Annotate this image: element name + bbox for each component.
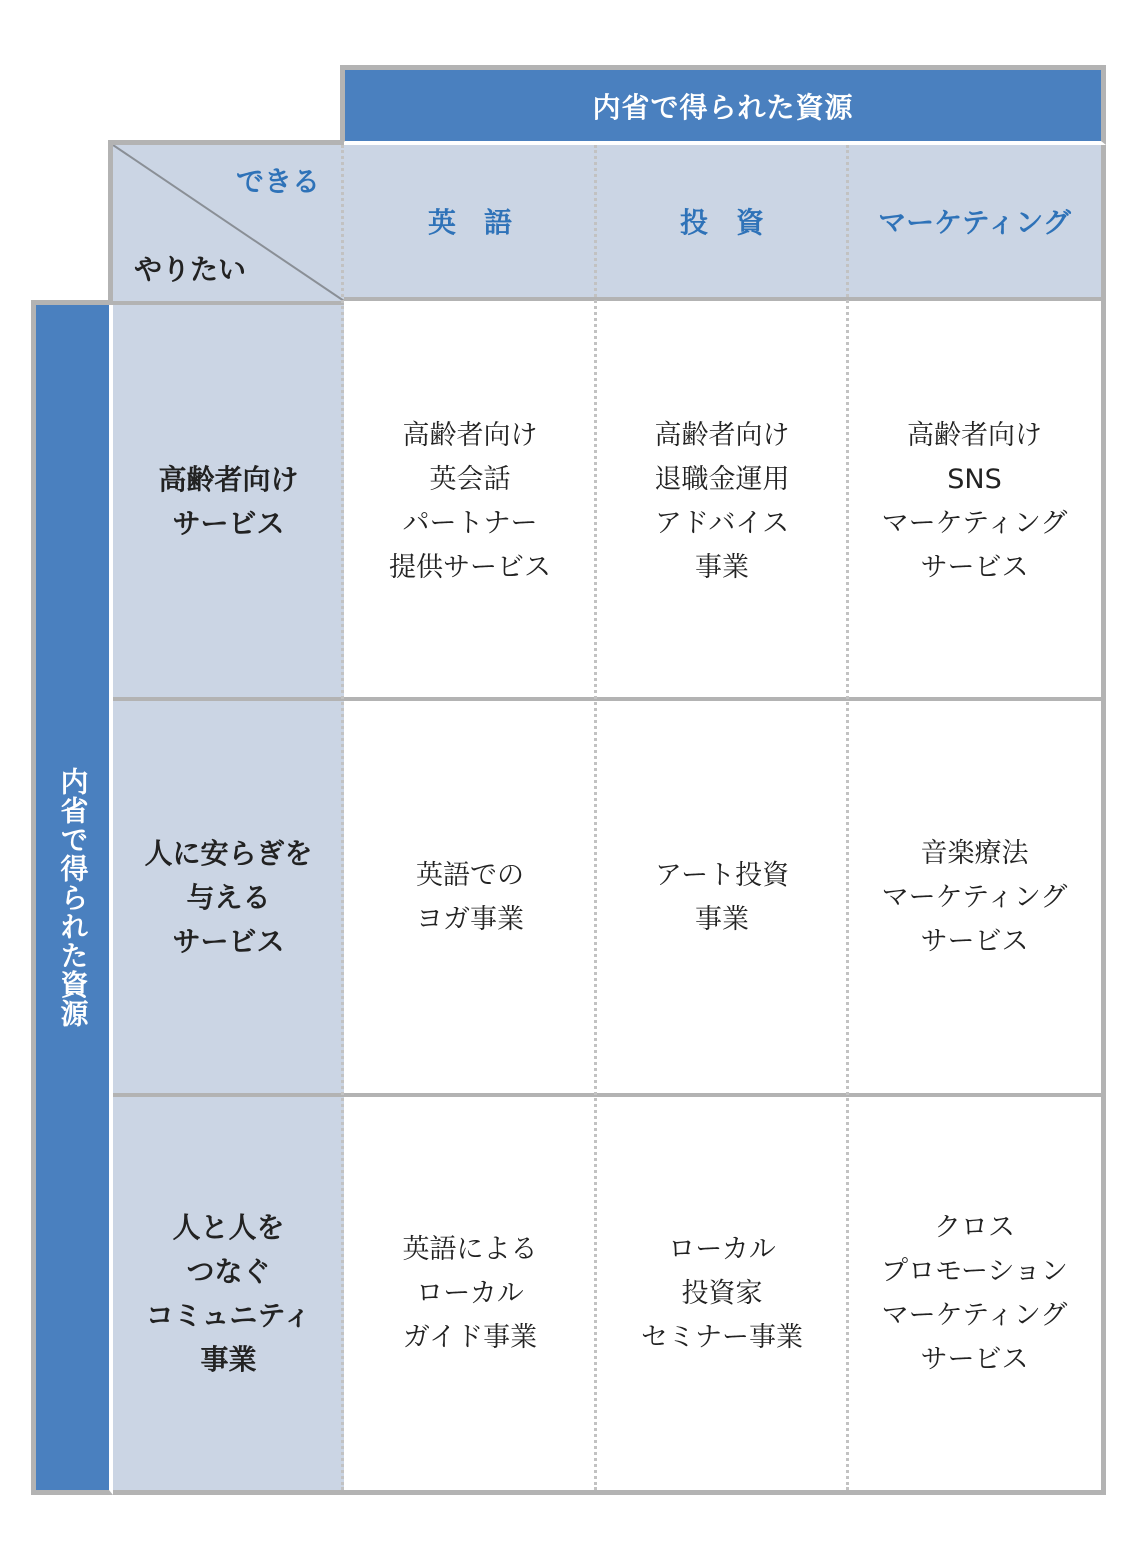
matrix-cell — [848, 305, 1101, 698]
column-header-english: 英 語 — [344, 145, 596, 301]
cell-line: 提供サービス — [389, 551, 551, 583]
cell-line: 高齢者向け — [654, 419, 790, 451]
column-header-marketing: マーケティング — [848, 145, 1101, 301]
row-header-line: コミュニティ — [145, 1298, 312, 1332]
cell-line: マーケティング — [881, 507, 1068, 539]
cell-line: プロモーション — [881, 1255, 1068, 1287]
matrix-cell — [848, 701, 1101, 1094]
corner-label-can: できる — [235, 165, 320, 198]
cell-line: アート投資 — [654, 859, 790, 891]
row-header-relaxation-services — [113, 701, 344, 1094]
row-header-line: 事業 — [200, 1342, 257, 1376]
column-group-header — [340, 65, 1106, 145]
row-header-line: 人に安らぎを — [144, 836, 313, 870]
cell-line: 高齢者向け — [906, 419, 1042, 451]
cell-line: サービス — [920, 925, 1029, 957]
cell-line: アドバイス — [654, 507, 790, 539]
cell-line: 退職金運用 — [654, 463, 790, 495]
row-header-line: つなぐ — [186, 1254, 271, 1288]
cell-line: 高齢者向け — [402, 419, 538, 451]
row-header-line: 与える — [186, 880, 271, 914]
cell-line: 事業 — [695, 551, 749, 583]
column-divider — [846, 145, 849, 1490]
cell-line: 事業 — [694, 903, 749, 935]
column-divider — [341, 145, 344, 1490]
row-header-community-business — [113, 1097, 344, 1490]
column-group-header-label: 内省で得られた資源 — [592, 90, 854, 124]
cell-line: クロス — [934, 1211, 1015, 1243]
row-group-header — [31, 300, 113, 1495]
cell-line: ヨガ事業 — [416, 903, 524, 935]
row-header-line: サービス — [172, 924, 285, 958]
cell-line: サービス — [920, 551, 1029, 583]
column-divider — [594, 145, 597, 1490]
matrix-cell — [596, 1097, 848, 1490]
cell-line: 英語による — [402, 1233, 538, 1265]
cell-line: 英語での — [416, 859, 524, 891]
matrix-cell — [344, 701, 596, 1094]
row-header-line: 高齢者向け — [158, 462, 299, 496]
cell-line: 投資家 — [681, 1277, 763, 1309]
corner-label-want: やりたい — [134, 253, 247, 286]
matrix-cell — [596, 701, 848, 1094]
row-header-line: 人と人を — [172, 1210, 285, 1244]
matrix-cell — [596, 305, 848, 698]
row-header-line: サービス — [172, 506, 285, 540]
cell-line: SNS — [947, 463, 1002, 495]
cell-line: 英会話 — [429, 463, 511, 495]
cell-line: マーケティング — [881, 881, 1068, 913]
matrix-cell — [344, 305, 596, 698]
cell-line: ローカル — [668, 1233, 776, 1265]
cell-line: サービス — [920, 1343, 1029, 1375]
cell-line: 音楽療法 — [920, 837, 1029, 869]
cell-line: セミナー事業 — [641, 1321, 803, 1353]
row-header-elderly-services — [113, 305, 344, 698]
row-group-header-label: 内省で得られた資源 — [56, 767, 90, 1028]
column-header-investment: 投 資 — [596, 145, 848, 301]
cell-line: マーケティング — [881, 1299, 1068, 1331]
matrix-cell — [344, 1097, 596, 1490]
cell-line: ガイド事業 — [402, 1321, 538, 1353]
matrix-cell — [848, 1097, 1101, 1490]
cell-line: パートナー — [402, 507, 538, 539]
cell-line: ローカル — [416, 1277, 524, 1309]
